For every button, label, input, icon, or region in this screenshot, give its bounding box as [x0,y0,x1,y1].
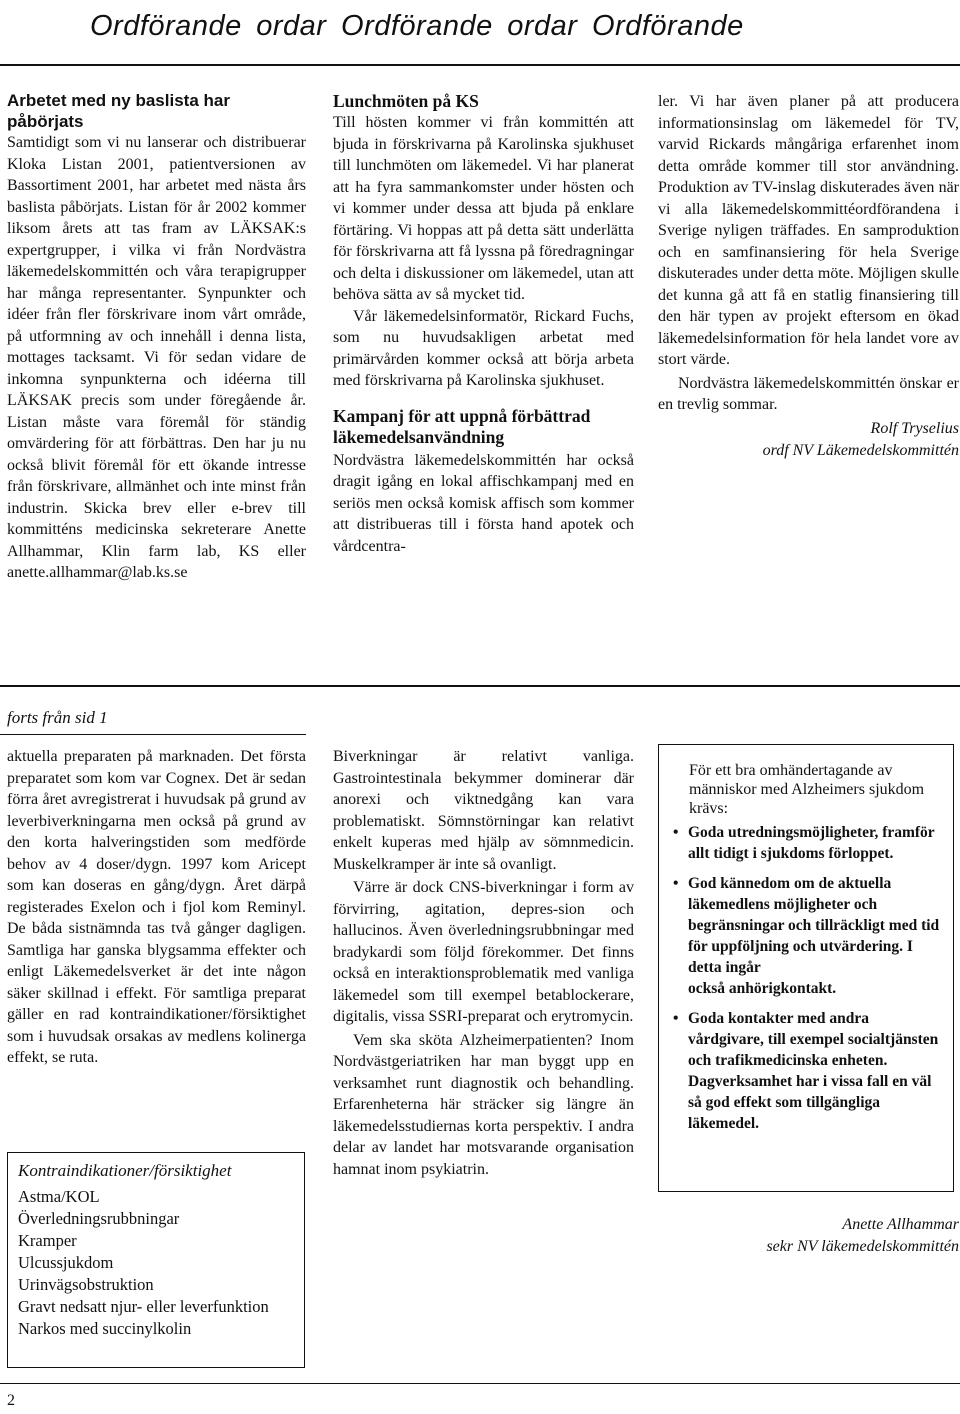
signature-role: sekr NV läkemedelskommittén [766,1238,959,1255]
care-requirement-item [671,822,941,864]
care-intro: För ett bra omhändertagande av människor med Alzheimers sjukdom krävs: [689,762,925,817]
contraindication-item: Narkos med succinylkolin [18,1319,192,1338]
header-rule [0,64,960,66]
contraindication-item: Överledningsrubbningar [18,1209,180,1228]
page-number: 2 [7,1392,15,1409]
body-paragraph: Värre är dock CNS-biverkningar i form av förvirring, agitation, depres-sion och hallucinos. Även överledningsrubbningar med bradykardi som följd förekommer. Det finns också en interaktionsproblematik med vanliga läkemedel som till exempel betablockerare, digitalis, vissa SSRI-preparat och erytromycin. [333,879,634,1025]
footer-rule [0,1383,960,1384]
lower-column-2 [333,746,634,1180]
body-paragraph: Samtidigt som vi nu lanserar och distribuerar Kloka Listan 2001, patientversionen av Bassortiment 2001, har arbetet med nästa års baslista påbörjats. Listan för år 2002 kommer liksom årets att tas fram av LÄKSAK:s expertgrupper, i vilka vi från Nordvästra läkemedelskommittén och våra terapigrupper har många representanter. Synpunkter och idéer från fler förskrivare inom vårt område, på utformning av och innehåll i denna lista, mottages tacksamt. Vi för sedan vidare de inkomna synpunkterna och idéerna till LÄKSAK precis som under föregående år. Listan måste vara föremål för ständig omvärdering för att förbättras. Den har ju nu också blivit föremål för ett ökande intresse från förskrivare, allmänhet och inte minst från industrin. Skicka brev eller e-brev till kommitténs medicinska sekreterare Anette Allhammar, Klin farm lab, KS eller anette.allhammar@lab.ks.se [7,134,306,581]
body-paragraph: ler. Vi har även planer på att producera informationsinslag om läkemedel för TV, varvid Rickards mångåriga erfarenhet inom detta område kommer till stor användning. Produktion av TV-inslag diskuterades även när vi alla läkemedelskommittéordförandena i Sverige nyligen träffades. En samproduktion och en samfinansiering för hela Sverige diskuterades under detta möte. Möjligen skulle det kunna gå att få en statlig finansiering till den här typen av projekt eftersom en ökad läkemedelsinformation för hela landet vore av stort värde. [658,93,959,368]
body-paragraph: aktuella preparaten på marknaden. Det första preparatet som kom var Cognex. Det är sedan förra året avregistrerat i huvudsak på grund av leverbiverkningarna men också på grund av den korta halveringstiden som medförde behov av 4 doser/dygn. 1997 kom Aricept som kan doseras en gång/dygn. Året därpå registerades Exelon och i fjol kom Reminyl. De båda sistnämnda tas två gånger dagligen. Samtliga har ganska blygsamma effekter och enligt Läkemedelsverket är det inte någon säker skillnad i effekt. För samtliga preparat gäller en rad kontraindikationer/försiktighet som i huvudsak orsakas av medlens kolinerga effekt, se ruta. [7,748,306,1066]
care-requirement-text: Goda utredningsmöjligheter, framför allt tidigt i sjukdoms förloppet. [688,824,935,862]
contraindication-item: Urinvägsobstruktion [18,1275,154,1294]
contraindication-box [7,1152,305,1368]
body-paragraph: Till hösten kommer vi från kommittén att bjuda in förskrivarna på Karolinska sjukhuset till lunchmöten om läkemedel. Vi har planerat att ha fyra sammankomster under hösten och vi kommer under dessa att bjuda på enklare förtäring. Vi hoppas att på detta sätt underlätta för förskrivarna att få lyssna på föredragningar och delta i diskussioner om läkemedel, utan att behöva sätta av så mycket tid. [333,114,634,303]
section-heading-kampanj: Kampanj för att uppnå förbättrad läkemedelsanvändning [333,405,591,447]
care-requirement-item [671,873,941,999]
upper-column-1 [7,91,306,584]
contraindication-item: Astma/KOL [18,1187,100,1206]
care-requirement-item [671,1008,941,1134]
body-paragraph: Nordvästra läkemedelskommittén har också dragit igång en lokal affischkampanj med en seriös men också komisk affisch som kommer att distribueras till i första hand apotek och vårdcentra- [333,451,634,555]
running-header-title: Ordförande ordar Ordförande ordar Ordförande [90,10,744,42]
care-requirement-text: God kännedom om de aktuella läkemedlens möjligheter och begränsningar och tillräckligt med tid för uppföljning och utvärdering. I detta ingår [688,875,940,976]
care-requirements-list [671,822,941,1134]
care-requirement-text: Goda kontakter med andra vårdgivare, till exempel socialtjänsten och trafikmedicinska enheten. Dagverksamhet har i vissa fall en väl så god effekt som tillgängliga läkemedel. [688,1010,939,1132]
care-requirements-box [658,744,954,1192]
signature-name: Rolf Tryselius [870,419,959,437]
lower-signature [658,1214,959,1258]
signature-name: Anette Allhammar [842,1216,959,1233]
continued-label: forts från sid 1 [7,708,108,727]
contraindication-list [18,1186,294,1340]
lower-column-1 [7,746,306,1069]
upper-column-3 [658,91,959,462]
contraindication-item: Ulcussjukdom [18,1253,114,1272]
section-heading-lunchmoten: Lunchmöten på KS [333,91,479,111]
signature-role: ordf NV Läkemedelskommittén [762,441,959,459]
body-paragraph: Biverkningar är relativt vanliga. Gastrointestinala bekymmer dominerar där anorexi och viktnedgång kan vara problematiskt. Sömnstörningar kan relativt enkelt kuperas med hjälp av sömnmedicin. Muskelkramper är inte så ovanligt. [333,748,634,873]
contraindication-item: Gravt nedsatt njur- eller leverfunktion [18,1297,269,1316]
body-paragraph: Vem ska sköta Alzheimerpatienten? Inom Nordvästgeriatriken har man byggt upp en verksamhet runt diagnostik och behandling. Erfarenheterna här sträcker sig längre än läkemedelsstudiernas korta perspektiv. I andra delar av landet har motsvarande organisation hamnat inom psykiatrin. [333,1031,634,1178]
page-header [0,0,960,60]
section-divider [0,685,960,687]
body-paragraph: Nordvästra läkemedelskommittén önskar er en trevlig sommar. [658,374,959,413]
body-paragraph: Vår läkemedelsinformatör, Rickard Fuchs, som nu huvudsakligen arbetat med primärvården kommer också att börja arbeta med förskrivarna på Karolinska sjukhuset. [333,307,634,389]
care-requirement-suffix: också anhörigkontakt. [688,980,837,997]
contraindication-title: Kontraindikationer/försiktighet [18,1161,232,1180]
section-heading-baslista: Arbetet med ny baslista har påbörjats [7,91,230,131]
continued-rule [0,734,306,735]
contraindication-item: Kramper [18,1231,77,1250]
upper-column-2 [333,91,634,557]
